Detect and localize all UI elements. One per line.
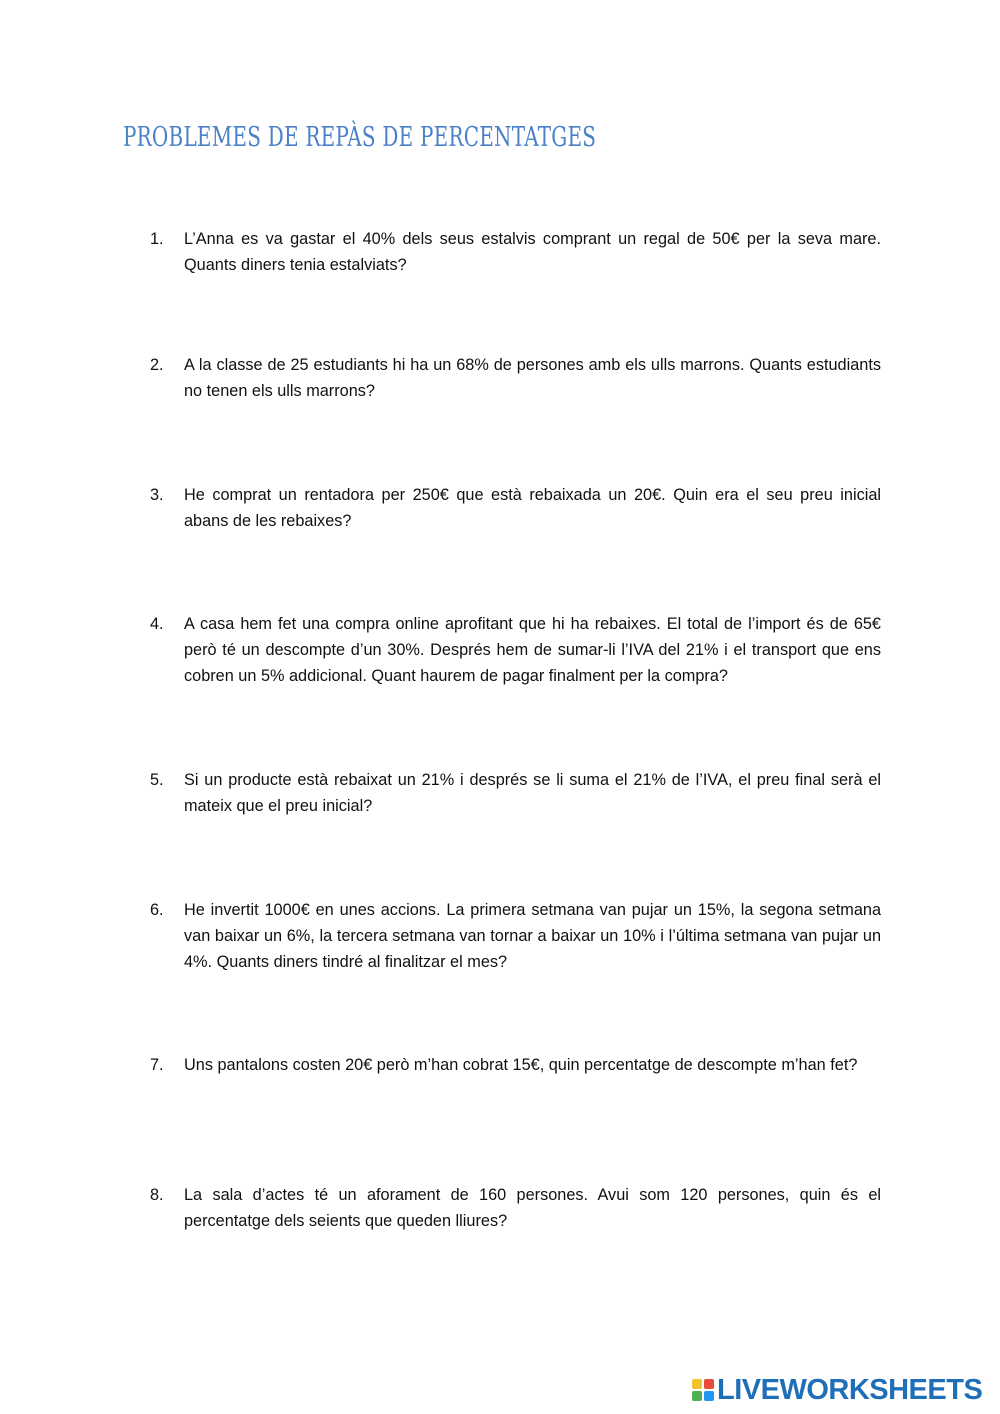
- logo-square-icon: [704, 1379, 714, 1389]
- problem-text: A casa hem fet una compra online aprofitant que hi ha rebaixes. El total de l’import és de 65€ però té un descompte d’un 30%. Després hem de sumar-li l’IVA del 21% i el transport que ens cobren un 5% addicional. Quant haurem de pagar finalment per la compra?: [184, 615, 881, 685]
- problem-text: He comprat un rentadora per 250€ que està rebaixada un 20€. Quin era el seu preu inicial abans de les rebaixes?: [184, 486, 881, 530]
- problem-item: [150, 226, 881, 278]
- problem-number: 1.: [150, 230, 164, 248]
- page-title: PROBLEMES DE REPÀS DE PERCENTATGES: [123, 122, 597, 153]
- problem-number: 6.: [150, 901, 164, 919]
- problem-item: [150, 767, 881, 819]
- liveworksheets-logo-icon: [692, 1379, 714, 1401]
- problem-number: 7.: [150, 1056, 164, 1074]
- problem-item: [150, 352, 881, 404]
- problem-text: La sala d’actes té un aforament de 160 persones. Avui som 120 persones, quin és el percentatge dels seients que queden lliures?: [184, 1186, 881, 1230]
- problem-text: Uns pantalons costen 20€ però m’han cobrat 15€, quin percentatge de descompte m’han fet?: [184, 1056, 858, 1074]
- problem-number: 3.: [150, 486, 164, 504]
- problem-number: 2.: [150, 356, 164, 374]
- problem-text: Si un producte està rebaixat un 21% i després se li suma el 21% de l’IVA, el preu final serà el mateix que el preu inicial?: [184, 771, 881, 815]
- problem-number: 4.: [150, 615, 164, 633]
- problem-text: L’Anna es va gastar el 40% dels seus estalvis comprant un regal de 50€ per la seva mare. Quants diners tenia estalviats?: [184, 230, 881, 274]
- liveworksheets-brand[interactable]: [692, 1375, 982, 1405]
- problem-item: [150, 611, 881, 689]
- logo-square-icon: [704, 1391, 714, 1401]
- logo-square-icon: [692, 1391, 702, 1401]
- problem-number: 8.: [150, 1186, 164, 1204]
- problem-text: He invertit 1000€ en unes accions. La primera setmana van pujar un 15%, la segona setmana van baixar un 6%, la tercera setmana van tornar a baixar un 10% i l’última setmana van pujar un 4%. Quants diners tindré al finalitzar el mes?: [184, 901, 881, 971]
- brand-text: LIVEWORKSHEETS: [717, 1374, 983, 1406]
- logo-square-icon: [692, 1379, 702, 1389]
- problem-number: 5.: [150, 771, 164, 789]
- problem-item: [150, 482, 881, 534]
- problem-item: [150, 1052, 881, 1078]
- problem-text: A la classe de 25 estudiants hi ha un 68% de persones amb els ulls marrons. Quants estudiants no tenen els ulls marrons?: [184, 356, 881, 400]
- problem-item: [150, 1182, 881, 1234]
- problem-item: [150, 897, 881, 975]
